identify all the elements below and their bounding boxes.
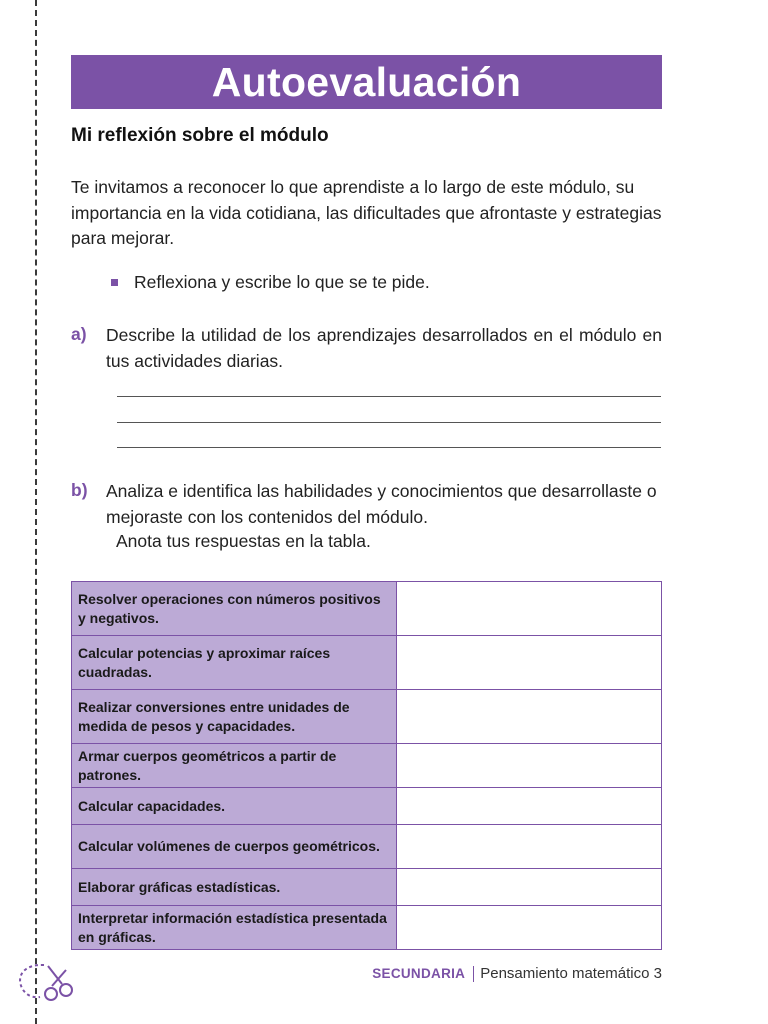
footer-course: Pensamiento matemático 3 (480, 965, 662, 982)
cut-guide-line (35, 0, 37, 1024)
skill-label: Elaborar gráficas estadísticas. (72, 869, 397, 906)
answer-line[interactable] (117, 422, 661, 423)
answer-cell[interactable] (397, 788, 662, 825)
table-row (72, 869, 662, 906)
question-b-note: Anota tus respuestas en la tabla. (116, 531, 371, 551)
answer-cell[interactable] (397, 582, 662, 636)
answer-cell[interactable] (397, 744, 662, 788)
skills-table (71, 581, 662, 950)
skill-label: Calcular volúmenes de cuerpos geométricos. (72, 825, 397, 869)
footer-divider (473, 966, 474, 982)
skill-label: Interpretar información estadística presentada en gráficas. (72, 906, 397, 950)
table-row (72, 636, 662, 690)
answer-line[interactable] (117, 447, 661, 448)
answer-cell[interactable] (397, 869, 662, 906)
instruction-item (111, 272, 430, 293)
table-row (72, 906, 662, 950)
scissors-icon (14, 960, 80, 1006)
page-footer (372, 965, 662, 982)
footer-level: SECUNDARIA (372, 966, 466, 981)
skill-label: Resolver operaciones con números positivos y negativos. (72, 582, 397, 636)
intro-paragraph: Te invitamos a reconocer lo que aprendiste a lo largo de este módulo, su importancia en la vida cotidiana, las dificultades que afrontaste y estrategias para mejorar. (71, 177, 662, 248)
skill-label: Realizar conversiones entre unidades de medida de pesos y capacidades. (72, 690, 397, 744)
section-subtitle: Mi reflexión sobre el módulo (71, 125, 329, 146)
question-b-text: Analiza e identifica las habilidades y conocimientos que desarrollaste o mejoraste con los contenidos del módulo. (106, 481, 657, 527)
answer-cell[interactable] (397, 636, 662, 690)
answer-cell[interactable] (397, 690, 662, 744)
question-b-letter: b) (71, 480, 88, 500)
table-row (72, 690, 662, 744)
table-row (72, 582, 662, 636)
answer-cell[interactable] (397, 825, 662, 869)
page-title: Autoevaluación (71, 55, 662, 109)
table-row (72, 788, 662, 825)
table-row (72, 825, 662, 869)
skill-label: Calcular capacidades. (72, 788, 397, 825)
question-a-text: Describe la utilidad de los aprendizajes desarrollados en el módulo en tus actividades diarias. (106, 325, 662, 371)
answer-line[interactable] (117, 396, 661, 397)
answer-cell[interactable] (397, 906, 662, 950)
instruction-text: Reflexiona y escribe lo que se te pide. (134, 272, 430, 292)
skill-label: Armar cuerpos geométricos a partir de patrones. (72, 744, 397, 788)
skill-label: Calcular potencias y aproximar raíces cuadradas. (72, 636, 397, 690)
table-row (72, 744, 662, 788)
square-bullet-icon (111, 279, 118, 286)
question-a-letter: a) (71, 324, 87, 344)
